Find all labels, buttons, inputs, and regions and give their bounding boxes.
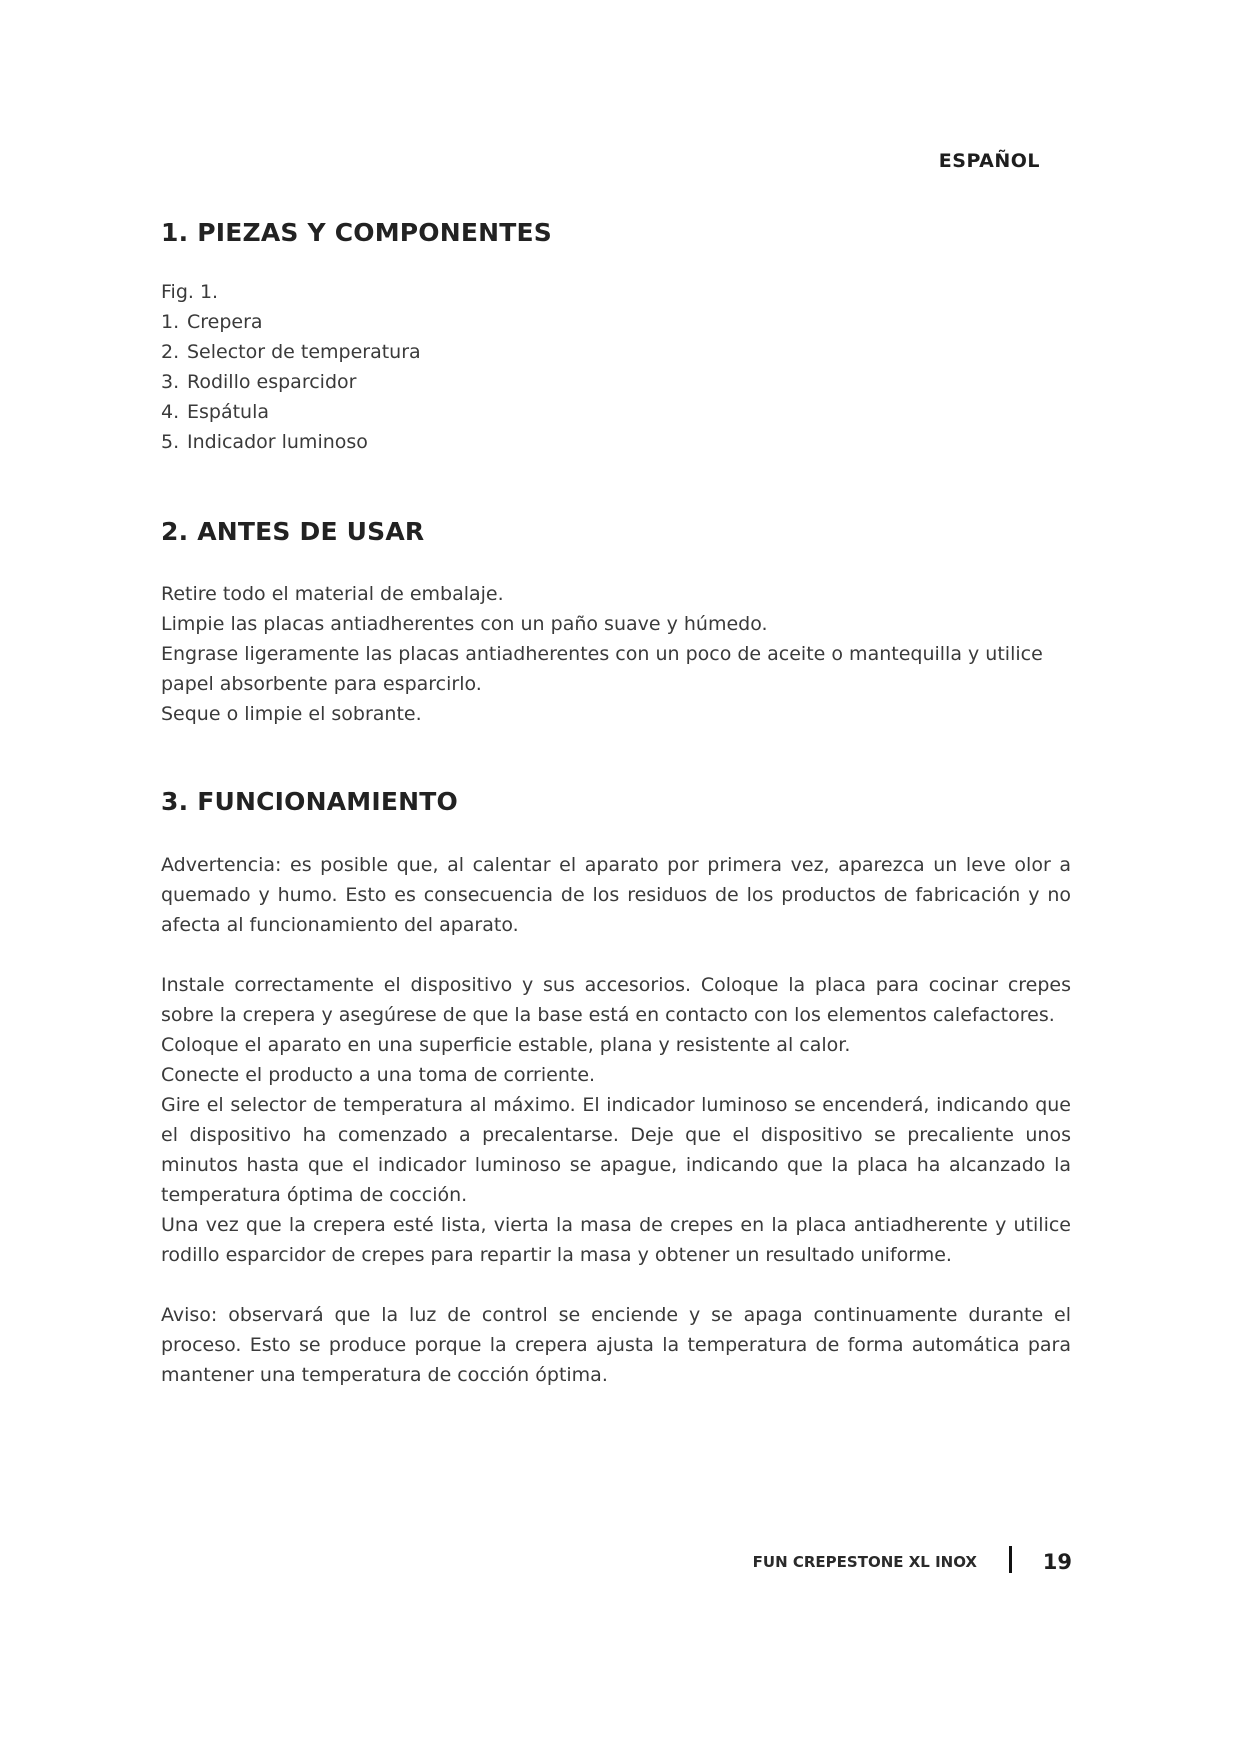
list-item: 5. Indicador luminoso [161,431,368,453]
page-number: 19 [1042,1550,1072,1574]
paragraph-line: Engrase ligeramente las placas antiadherentes con un poco de aceite o mantequilla y utilice papel absorbente para esparcirlo. [161,643,1043,695]
paragraph-line: Retire todo el material de embalaje. [161,583,504,605]
footer-divider [1009,1546,1012,1573]
figure-reference: Fig. 1. [161,281,219,303]
list-item: 1. Crepera [161,311,263,333]
language-label: ESPAÑOL [938,150,1040,172]
list-item: 3. Rodillo esparcidor [161,371,357,393]
notice-paragraph: Aviso: observará que la luz de control se enciende y se apaga continuamente durante el proceso. Esto se produce porque la crepera ajusta la temperatura de forma automática para mantener una temperatura de cocción óptima. [161,1304,1071,1386]
page-content [161,218,1071,1390]
list-item: 4. Espátula [161,401,270,423]
paragraph-line: Seque o limpie el sobrante. [161,703,422,725]
section-title-operation: 3. FUNCIONAMIENTO [161,787,458,816]
section-operation [161,787,1071,1390]
footer-product-name: FUN CREPESTONE XL INOX [752,1553,977,1571]
step-paragraph: Gire el selector de temperatura al máximo. El indicador luminoso se encenderá, indicando que el dispositivo ha comenzado a precalentarse. Deje que el dispositivo se precaliente unos minutos hasta que el indicador luminoso se apague, indicando que la placa ha alcanzado la temperatura óptima de cocción. [161,1094,1071,1206]
section-title-before-use: 2. ANTES DE USAR [161,517,425,546]
step-paragraph: Una vez que la crepera esté lista, vierta la masa de crepes en la placa antiadherente y utilice rodillo esparcidor de crepes para repartir la masa y obtener un resultado uniforme. [161,1214,1071,1266]
section-parts [161,218,1071,457]
step-paragraph: Coloque el aparato en una superficie estable, plana y resistente al calor. [161,1034,851,1056]
step-paragraph: Instale correctamente el dispositivo y sus accesorios. Coloque la placa para cocinar crepes sobre la crepera y asegúrese de que la base está en contacto con los elementos calefactores. [161,974,1071,1026]
section-before-use [161,517,1071,729]
paragraph-line: Limpie las placas antiadherentes con un paño suave y húmedo. [161,613,768,635]
section-title-parts: 1. PIEZAS Y COMPONENTES [161,218,553,247]
warning-paragraph: Advertencia: es posible que, al calentar el aparato por primera vez, aparezca un leve olor a quemado y humo. Esto es consecuencia de los residuos de los productos de fabricación y no afecta al funcionamiento del aparato. [161,854,1071,936]
step-paragraph: Conecte el producto a una toma de corriente. [161,1064,596,1086]
list-item: 2. Selector de temperatura [161,341,421,363]
page-footer [700,1546,1072,1578]
